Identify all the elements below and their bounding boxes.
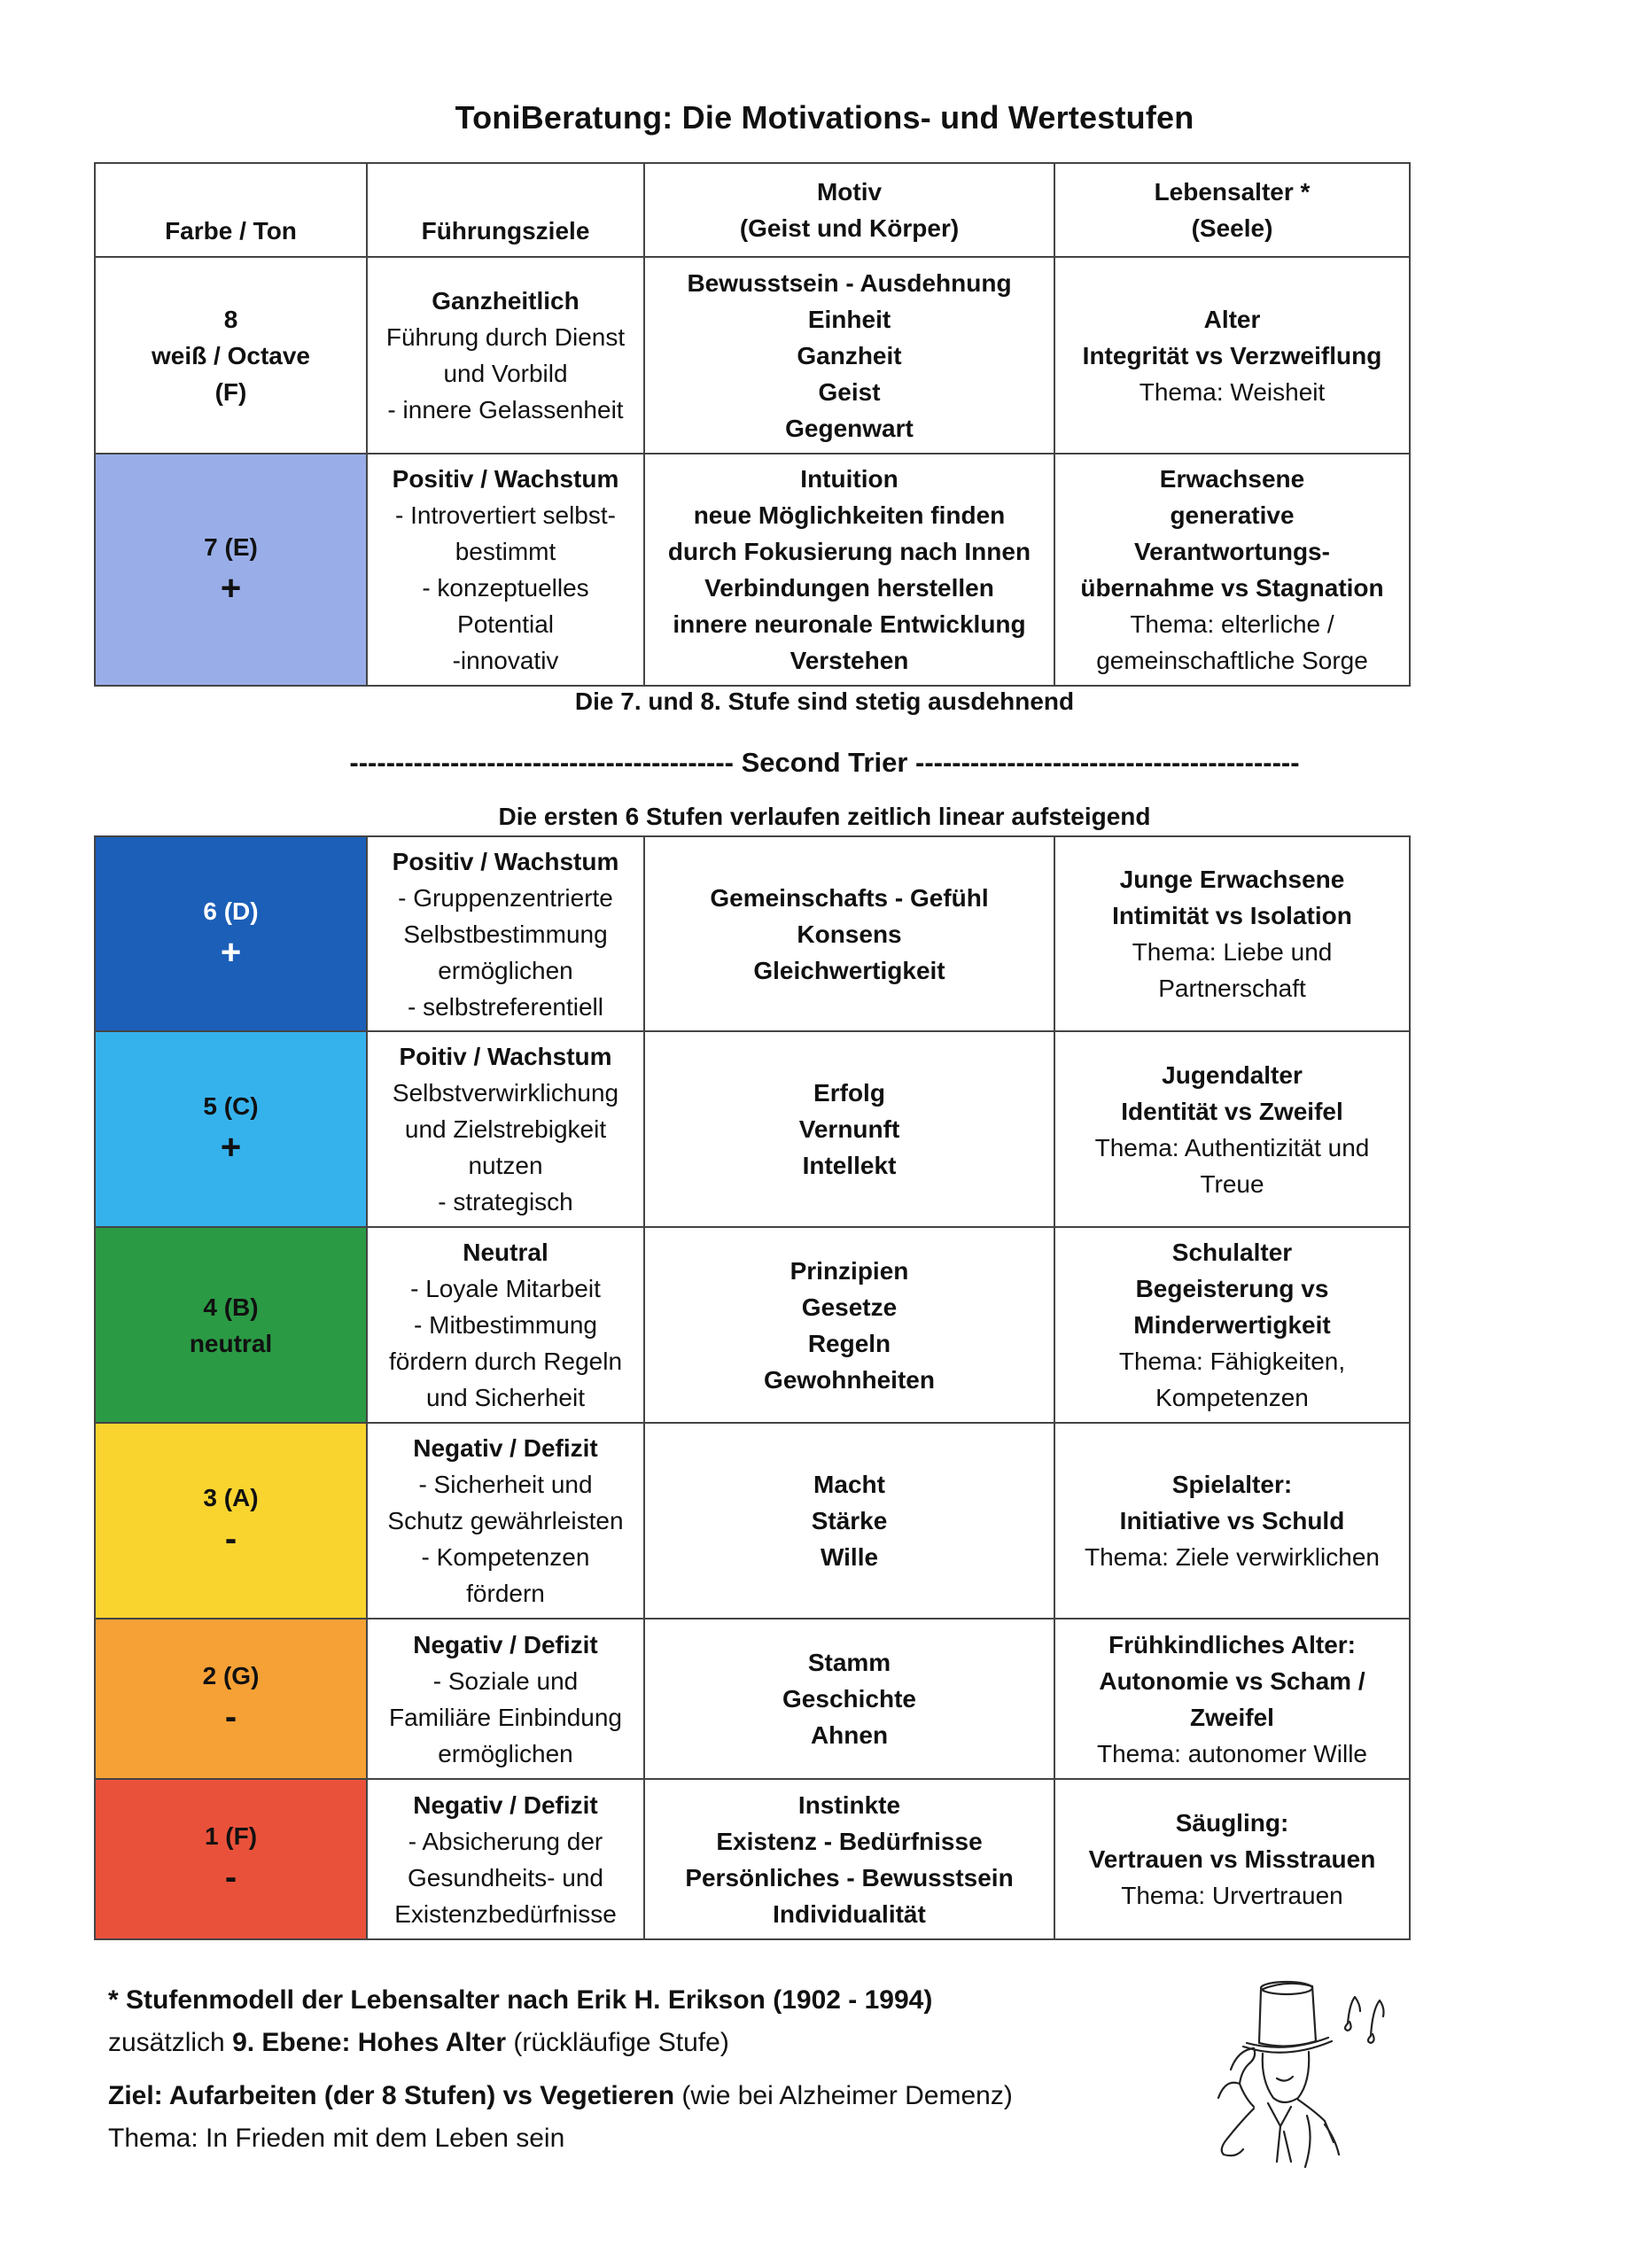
header-fuehrungsziele: Führungsziele [367,163,644,257]
level-row [95,1779,1410,1939]
level-cell [95,454,367,686]
lifestage-text: Kompetenzen [1155,1384,1309,1411]
motive-text: Einheit [807,305,891,333]
lifestage-heading: Jugendalter [1162,1060,1303,1089]
footnote-line3-suffix: (wie bei Alzheimer Demenz) [674,2081,1013,2110]
goal-text: -innovativ [452,647,559,674]
goal-text: - strategisch [438,1188,573,1216]
lifestage-cell [1054,1031,1410,1227]
upper-table [94,162,1411,687]
motive-cell [644,1619,1054,1779]
lifestage-cell [1054,257,1410,454]
goal-text: - Gruppenzentrierte [398,883,613,912]
lifestage-text: Thema: Liebe und [1132,938,1333,966]
lifestage-cell [1054,454,1410,686]
lifestage-text: Thema: Weisheit [1139,377,1326,406]
motive-cell [644,454,1054,686]
motive-text: Stamm [807,1649,891,1676]
motive-text: Konsens [797,920,902,948]
goal-heading: Poitiv / Wachstum [399,1043,612,1070]
motive-text: Verbindungen herstellen [704,574,994,602]
level-cell [95,1423,367,1619]
level-label: 4 (B) [203,1293,259,1321]
motive-text: neue Möglichkeiten finden [693,501,1006,529]
lifestage-heading: Identität vs Zweifel [1121,1097,1343,1125]
goal-cell [367,257,644,454]
lifestage-text: gemeinschaftliche Sorge [1096,647,1368,674]
lifestage-heading: Initiative vs Schuld [1119,1507,1345,1534]
goal-text: nutzen [468,1152,543,1179]
level-cell [95,1031,367,1227]
goal-text: - innere Gelassenheit [387,396,624,423]
motive-cell [644,1423,1054,1619]
motive-text: Gesetze [801,1293,898,1321]
header-farbe-ton: Farbe / Ton [95,163,367,257]
lifestage-heading: Zweifel [1190,1703,1274,1731]
level-row [95,257,1410,454]
level-label: 5 (C) [203,1092,259,1120]
motive-text: Persönliches - Bewusstsein [685,1863,1014,1891]
motive-text: Gemeinschafts - Gefühl [710,883,989,912]
footnote-line2-bold: 9. Ebene: Hohes Alter [232,2028,507,2057]
footnote-erikson [108,1981,932,2020]
goal-cell [367,1423,644,1619]
motive-text: Stärke [811,1507,888,1534]
motive-cell [644,1227,1054,1423]
goal-text: - Kompetenzen [421,1543,590,1571]
level-cell [95,257,367,454]
note-upper: Die 7. und 8. Stufe sind stetig ausdehnend [574,687,1075,715]
motive-text: Intellekt [802,1152,897,1179]
goal-text: Gesundheits- und [407,1863,604,1891]
goal-text: bestimmt [455,538,556,565]
note-lower: Die ersten 6 Stufen verlaufen zeitlich linear aufsteigend [498,803,1151,830]
goal-text: Führung durch Dienst [385,323,626,351]
goal-text: - konzeptuelles [422,574,589,602]
goal-text: Schutz gewährleisten [387,1507,624,1534]
lifestage-heading: Integrität vs Verzweiflung [1082,341,1382,369]
level-sign: + [220,932,242,972]
lifestage-heading: Erwachsene [1159,465,1305,493]
lifestage-heading: generative [1170,501,1295,529]
motive-text: Regeln [807,1329,891,1357]
lifestage-text: Treue [1200,1169,1264,1198]
footnote-goal [108,2077,1013,2116]
lifestage-heading: Autonomie vs Scham / [1099,1666,1365,1695]
goal-text: Existenzbedürfnisse [394,1899,617,1928]
lifestage-text: Thema: autonomer Wille [1096,1739,1367,1767]
level-sign: - [224,1519,237,1558]
header-motiv-line: Motiv [816,178,883,206]
motive-cell [644,836,1054,1031]
level-row [95,1619,1410,1779]
lifestage-text: Thema: elterliche / [1130,610,1334,638]
level-sign: + [220,1128,242,1167]
goal-text: Potential [457,610,554,638]
goal-heading: Ganzheitlich [432,287,579,315]
goal-text: fördern durch Regeln [388,1348,623,1375]
footnote-line2-prefix: zusätzlich [108,2028,233,2057]
motive-text: Individualität [773,1899,926,1928]
level-label: 1 (F) [204,1822,258,1850]
motive-text: Erfolg [813,1079,885,1107]
lifestage-heading: Schulalter [1171,1239,1293,1266]
lifestage-heading: Junge Erwachsene [1119,866,1345,893]
level-label: 7 (E) [204,532,258,561]
motive-text: Gleichwertigkeit [753,956,945,984]
second-tier-separator: ------------------------------------------ Second Trier ------------------------------------------ [349,747,1300,778]
goal-text: und Zielstrebigkeit [404,1115,607,1143]
header-lebensalter [1054,163,1410,257]
goal-text: ermöglichen [438,1739,573,1767]
goal-heading: Positiv / Wachstum [392,465,619,493]
motive-text: Intuition [800,465,898,493]
goal-text: und Sicherheit [425,1384,585,1411]
goal-cell [367,454,644,686]
level-label: 6 (D) [203,897,259,925]
level-cell [95,836,367,1031]
level-row [95,1227,1410,1423]
level-label: 8 [223,305,238,333]
motive-text: Instinkte [797,1790,901,1819]
goal-text: fördern [466,1580,545,1607]
goal-cell [367,1779,644,1939]
level-label: 2 (G) [202,1662,260,1689]
level-row [95,1031,1410,1227]
lifestage-cell [1054,1227,1410,1423]
footnote-line2-suffix: (rückläufige Stufe) [506,2028,729,2057]
motive-text: Prinzipien [789,1256,909,1285]
level-label: 3 (A) [203,1484,259,1511]
lifestage-heading: Alter [1203,305,1261,333]
header-lebensalter-line: Lebensalter * [1154,178,1311,206]
motive-text: Wille [820,1543,879,1571]
lifestage-cell [1054,1423,1410,1619]
footnote-level9 [108,2023,729,2062]
goal-heading: Negativ / Defizit [413,1790,598,1819]
lifestage-text: Thema: Ziele verwirklichen [1085,1543,1380,1571]
motive-cell [644,257,1054,454]
goal-text: - Introvertiert selbst- [395,501,616,529]
motive-text: Gegenwart [785,414,914,442]
lifestage-heading: Verantwortungs- [1134,538,1330,565]
goal-heading: Positiv / Wachstum [392,847,619,875]
goal-cell [367,836,644,1031]
goal-heading: Negativ / Defizit [413,1434,598,1462]
level-sign: - [224,1697,237,1736]
goal-cell [367,1031,644,1227]
top-hat-figure-sketch [1192,1965,1396,2178]
motive-cell [644,1779,1054,1939]
level-cell [95,1619,367,1779]
goal-text: Familiäre Einbindung [388,1703,623,1731]
goal-cell [367,1227,644,1423]
goal-cell [367,1619,644,1779]
lifestage-cell [1054,836,1410,1031]
header-motiv-line: (Geist und Körper) [739,214,960,242]
lifestage-cell [1054,1779,1410,1939]
goal-text: ermöglichen [438,956,573,984]
goal-text: Selbstbestimmung [403,920,608,948]
lifestage-heading: Minderwertigkeit [1133,1311,1331,1339]
lifestage-heading: Vertrauen vs Misstrauen [1088,1845,1376,1873]
page-title: ToniBeratung: Die Motivations- und Wertestufen [455,99,1194,136]
level-cell [95,1779,367,1939]
motive-text: innere neuronale Entwicklung [673,610,1026,638]
level-label: weiß / Octave [152,341,310,369]
motive-text: Verstehen [789,647,909,674]
goal-text: - Loyale Mitarbeit [410,1275,601,1302]
lifestage-heading: Intimität vs Isolation [1112,902,1352,929]
level-row [95,836,1410,1031]
level-cell [95,1227,367,1423]
motive-text: Gewohnheiten [764,1365,935,1394]
footnote-line3-bold: Ziel: Aufarbeiten (der 8 Stufen) vs Vegetieren [108,2081,675,2110]
motive-text: Macht [813,1471,885,1498]
lifestage-cell [1054,1619,1410,1779]
goal-text: - Sicherheit und [418,1471,593,1498]
header-motiv [644,163,1054,257]
goal-heading: Negativ / Defizit [413,1630,598,1658]
level-label: neutral [189,1329,273,1357]
lifestage-text: Thema: Fähigkeiten, [1118,1348,1346,1375]
motive-text: Vernunft [798,1115,900,1143]
lifestage-text: Thema: Urvertrauen [1121,1882,1343,1909]
motive-cell [644,1031,1054,1227]
goal-text: - Soziale und [432,1666,579,1695]
lifestage-text: Thema: Authentizität und [1094,1133,1370,1161]
level-row [95,454,1410,686]
goal-heading: Neutral [463,1239,548,1266]
lifestage-heading: übernahme vs Stagnation [1080,574,1384,602]
header-row [95,163,1410,257]
motive-text: Ahnen [810,1721,889,1749]
motive-text: Ganzheit [797,341,902,369]
level-sign: - [224,1858,237,1897]
footnote-line1: * Stufenmodell der Lebensalter nach Erik H. Erikson (1902 - 1994) [108,1985,933,2015]
lifestage-heading: Frühkindliches Alter: [1108,1630,1356,1658]
lifestage-text: Partnerschaft [1158,975,1306,1002]
motive-text: Geschichte [782,1685,916,1713]
lower-table [94,835,1411,1940]
lifestage-heading: Spielalter: [1171,1471,1293,1498]
footnote-theme: Thema: In Frieden mit dem Leben sein [108,2124,565,2153]
level-sign: + [220,568,242,608]
goal-text: und Vorbild [443,360,568,387]
motive-text: durch Fokusierung nach Innen [667,538,1031,565]
level-label: (F) [214,377,247,406]
goal-text: - Mitbestimmung [414,1311,597,1339]
goal-text: - Absicherung der [408,1827,603,1855]
goal-text: Selbstverwirklichung [392,1079,619,1107]
header-lebensalter-line: (Seele) [1191,214,1273,242]
motive-text: Geist [818,377,881,406]
goal-text: - selbstreferentiell [408,992,603,1021]
motive-text: Bewusstsein - Ausdehnung [687,268,1012,297]
motive-text: Existenz - Bedürfnisse [716,1827,983,1855]
lifestage-heading: Begeisterung vs [1135,1275,1329,1302]
level-row [95,1423,1410,1619]
lifestage-heading: Säugling: [1175,1809,1289,1837]
